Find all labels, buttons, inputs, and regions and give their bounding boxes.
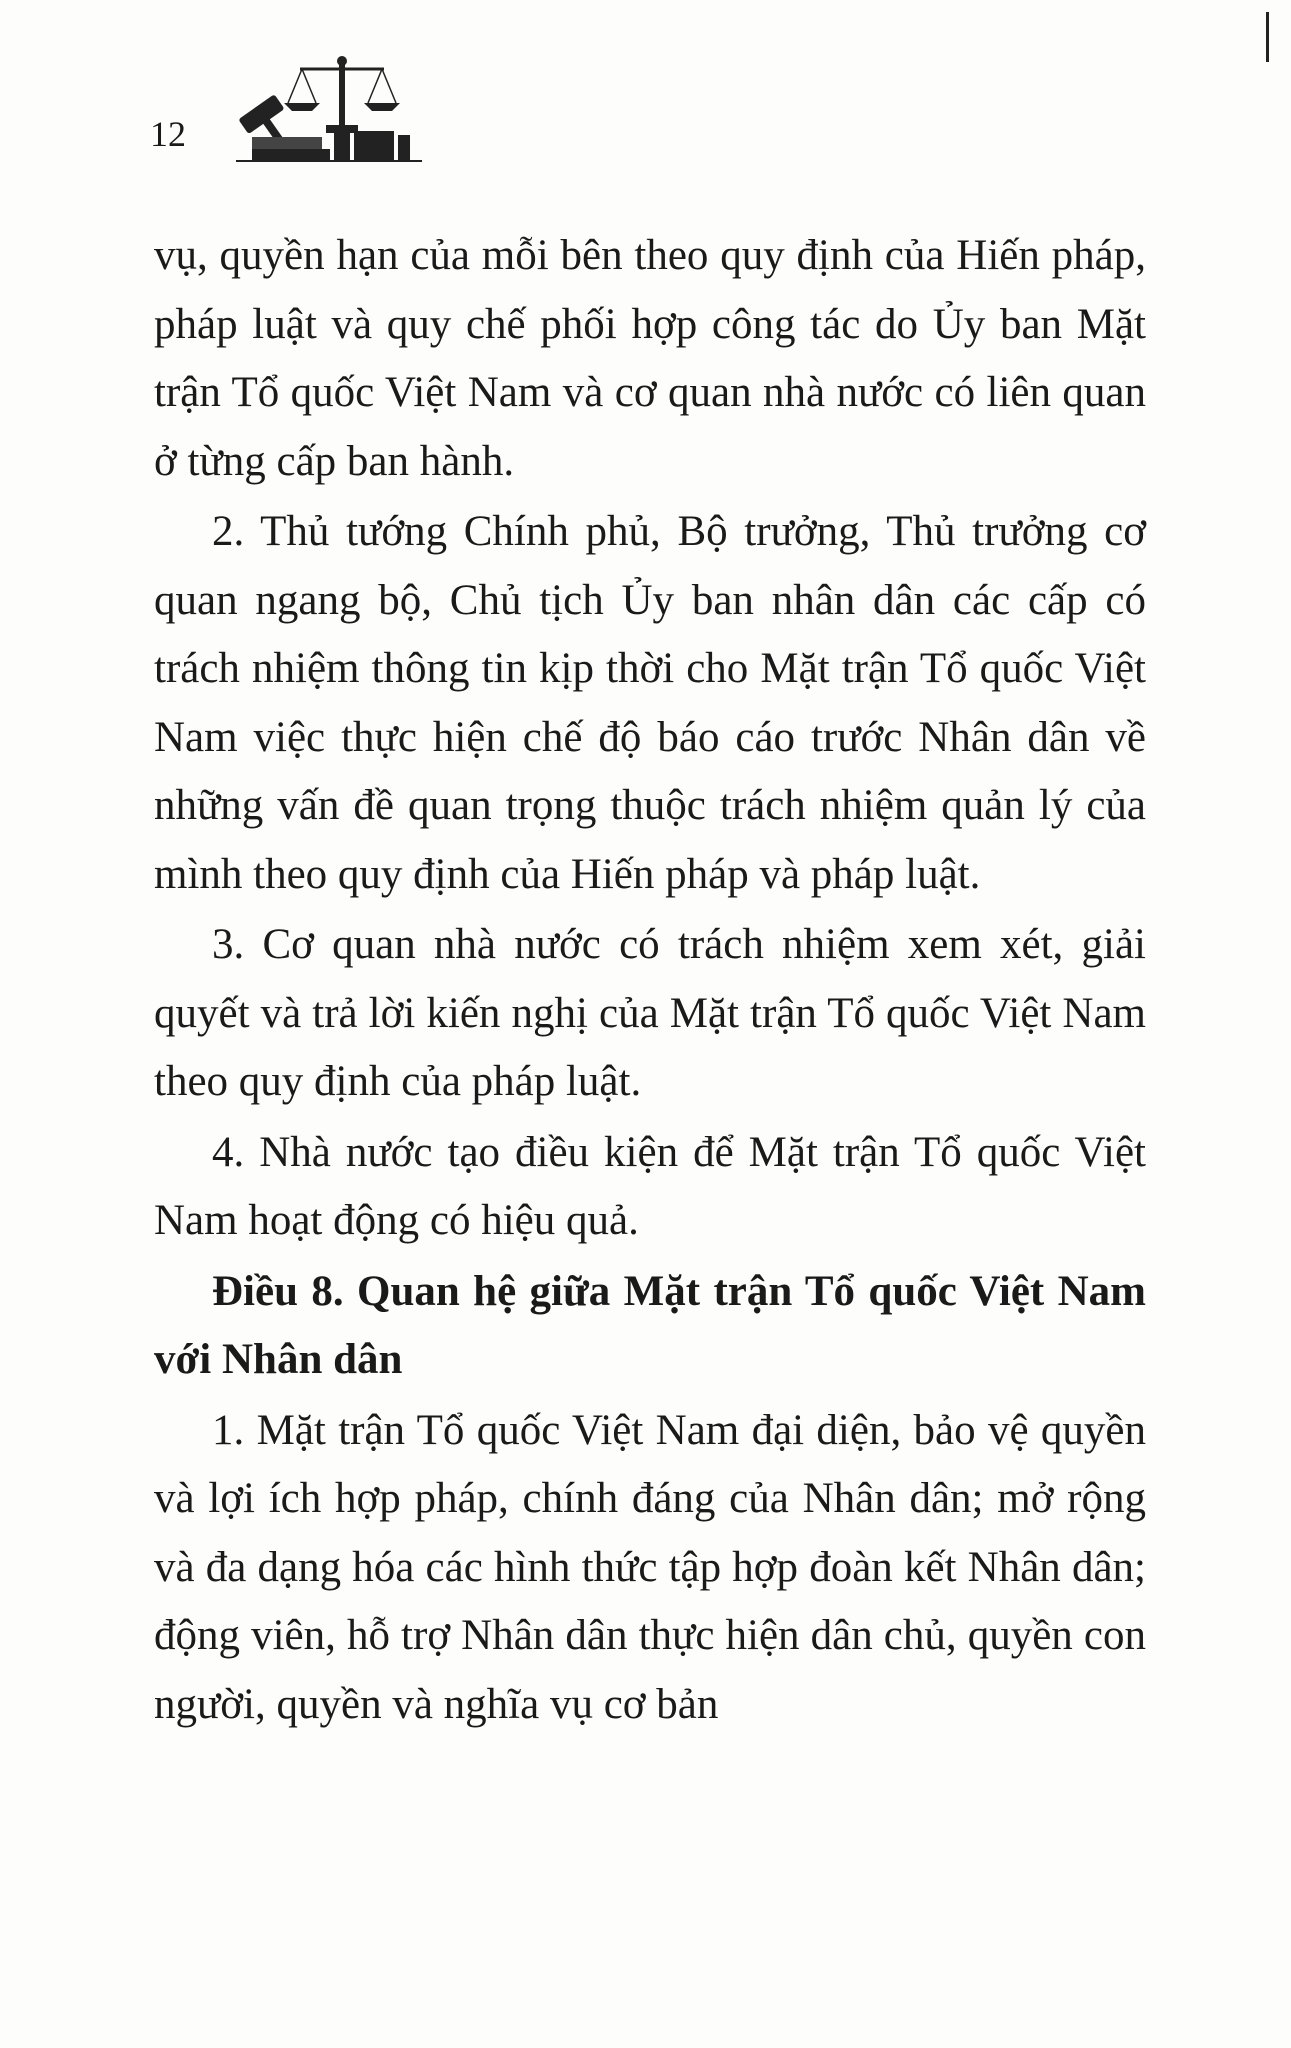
page-header [150, 55, 450, 175]
page-body [154, 222, 1146, 1739]
scales-of-justice-gavel-books-icon [222, 55, 452, 165]
page-edge-mark [1266, 12, 1269, 62]
paragraph-continuation: vụ, quyền hạn của mỗi bên theo quy định của Hiến pháp, pháp luật và quy chế phối hợp công tác do Ủy ban Mặt trận Tổ quốc Việt Nam và cơ quan nhà nước có liên quan ở từng cấp ban hành. [154, 232, 1146, 485]
page-number: 12 [150, 114, 186, 154]
paragraph-item-2: 2. Thủ tướng Chính phủ, Bộ trưởng, Thủ trưởng cơ quan ngang bộ, Chủ tịch Ủy ban nhân dân các cấp có trách nhiệm thông tin kịp thời cho Mặt trận Tổ quốc Việt Nam việc thực hiện chế độ báo cáo trước Nhân dân về những vấn đề quan trọng thuộc trách nhiệm quản lý của mình theo quy định của Hiến pháp và pháp luật. [154, 508, 1146, 898]
article-heading: Điều 8. Quan hệ giữa Mặt trận Tổ quốc Việt Nam với Nhân dân [154, 1267, 1146, 1383]
paragraph-item-4: 4. Nhà nước tạo điều kiện để Mặt trận Tổ quốc Việt Nam hoạt động có hiệu quả. [154, 1128, 1146, 1244]
paragraph-item-3: 3. Cơ quan nhà nước có trách nhiệm xem xét, giải quyết và trả lời kiến nghị của Mặt trận Tổ quốc Việt Nam theo quy định của pháp luật. [154, 921, 1146, 1105]
paragraph-item-1: 1. Mặt trận Tổ quốc Việt Nam đại diện, bảo vệ quyền và lợi ích hợp pháp, chính đáng của Nhân dân; mở rộng và đa dạng hóa các hình thức tập hợp đoàn kết Nhân dân; động viên, hỗ trợ Nhân dân thực hiện dân chủ, quyền con người, quyền và nghĩa vụ cơ bản [154, 1406, 1146, 1728]
